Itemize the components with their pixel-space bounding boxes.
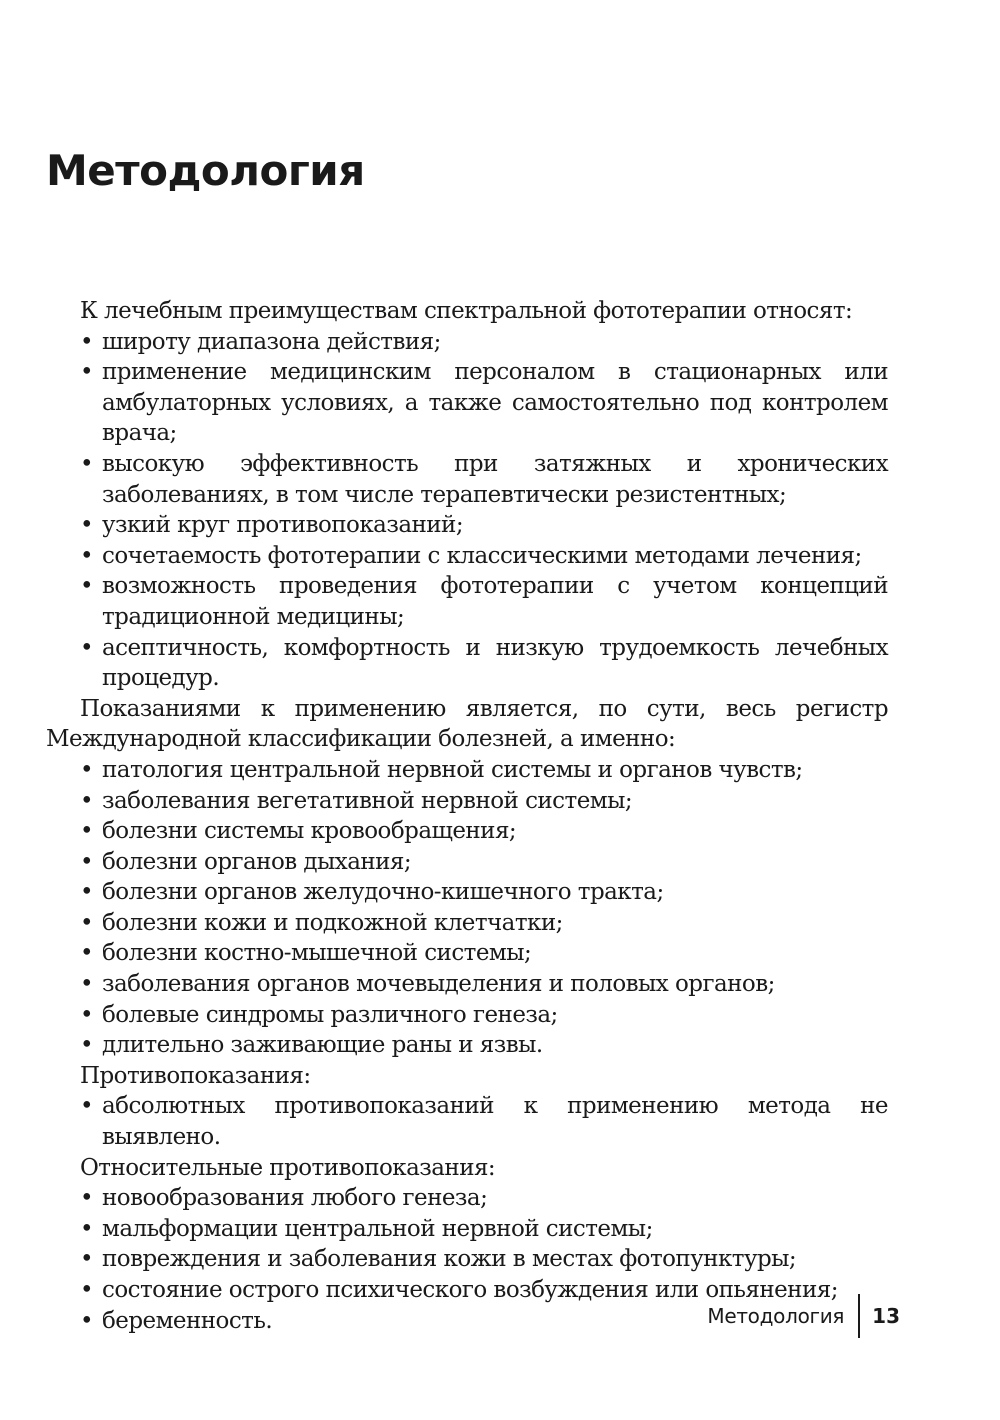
benefits-list	[46, 327, 888, 694]
list-item: • заболевания органов мочевыделения и половых органов;	[46, 969, 888, 1000]
list-item: • патология центральной нервной системы и органов чувств;	[46, 755, 888, 786]
list-item: • абсолютных противопоказаний к применению метода не выявлено.	[46, 1091, 888, 1152]
indications-list	[46, 755, 888, 1061]
list-item: • мальформации центральной нервной системы;	[46, 1214, 888, 1245]
list-item: • болезни системы кровообращения;	[46, 816, 888, 847]
benefits-intro: К лечебным преимуществам спектральной фототерапии относят:	[80, 298, 853, 324]
list-item: • новообразования любого генеза;	[46, 1183, 888, 1214]
list-item: • болезни органов дыхания;	[46, 847, 888, 878]
page-number: 13	[872, 1304, 900, 1328]
contraindications-intro: Противопоказания:	[80, 1062, 311, 1089]
list-item: • применение медицинским персоналом в стационарных или амбулаторных условиях, а также самостоятельно под контролем врача;	[46, 357, 888, 449]
list-item: • высокую эффективность при затяжных и хронических заболеваниях, в том числе терапевтически резистентных;	[46, 449, 888, 510]
list-item: • повреждения и заболевания кожи в местах фотопунктуры;	[46, 1244, 888, 1275]
list-item: • болезни костно-мышечной системы;	[46, 938, 888, 969]
list-item: • длительно заживающие раны и язвы.	[46, 1030, 888, 1061]
contraindications-list	[46, 1091, 888, 1152]
list-item: • сочетаемость фототерапии с классическими методами лечения;	[46, 541, 888, 572]
indications-intro: Показаниями к применению является, по сути, весь регистр Международной классификации болезней, а именно:	[46, 695, 888, 753]
list-item: • широту диапазона действия;	[46, 327, 888, 358]
list-item: • беременность.	[46, 1306, 888, 1337]
running-head: Методология	[707, 1304, 845, 1328]
list-item: • узкий круг противопоказаний;	[46, 510, 888, 541]
relative-contraindications-intro: Относительные противопоказания:	[80, 1154, 496, 1181]
list-item: • болевые синдромы различного генеза;	[46, 1000, 888, 1031]
list-item: • асептичность, комфортность и низкую трудоемкость лечебных процедур.	[46, 633, 888, 694]
list-item: • возможность проведения фототерапии с учетом концепций традиционной медицины;	[46, 571, 888, 632]
list-item: • состояние острого психического возбуждения или опьянения;	[46, 1275, 888, 1306]
page-title: Методология	[46, 146, 365, 195]
list-item: • заболевания вегетативной нервной системы;	[46, 786, 888, 817]
page-footer	[707, 1294, 900, 1338]
list-item: • болезни органов желудочно-кишечного тракта;	[46, 877, 888, 908]
list-item: • болезни кожи и подкожной клетчатки;	[46, 908, 888, 939]
body-text	[46, 296, 888, 1336]
